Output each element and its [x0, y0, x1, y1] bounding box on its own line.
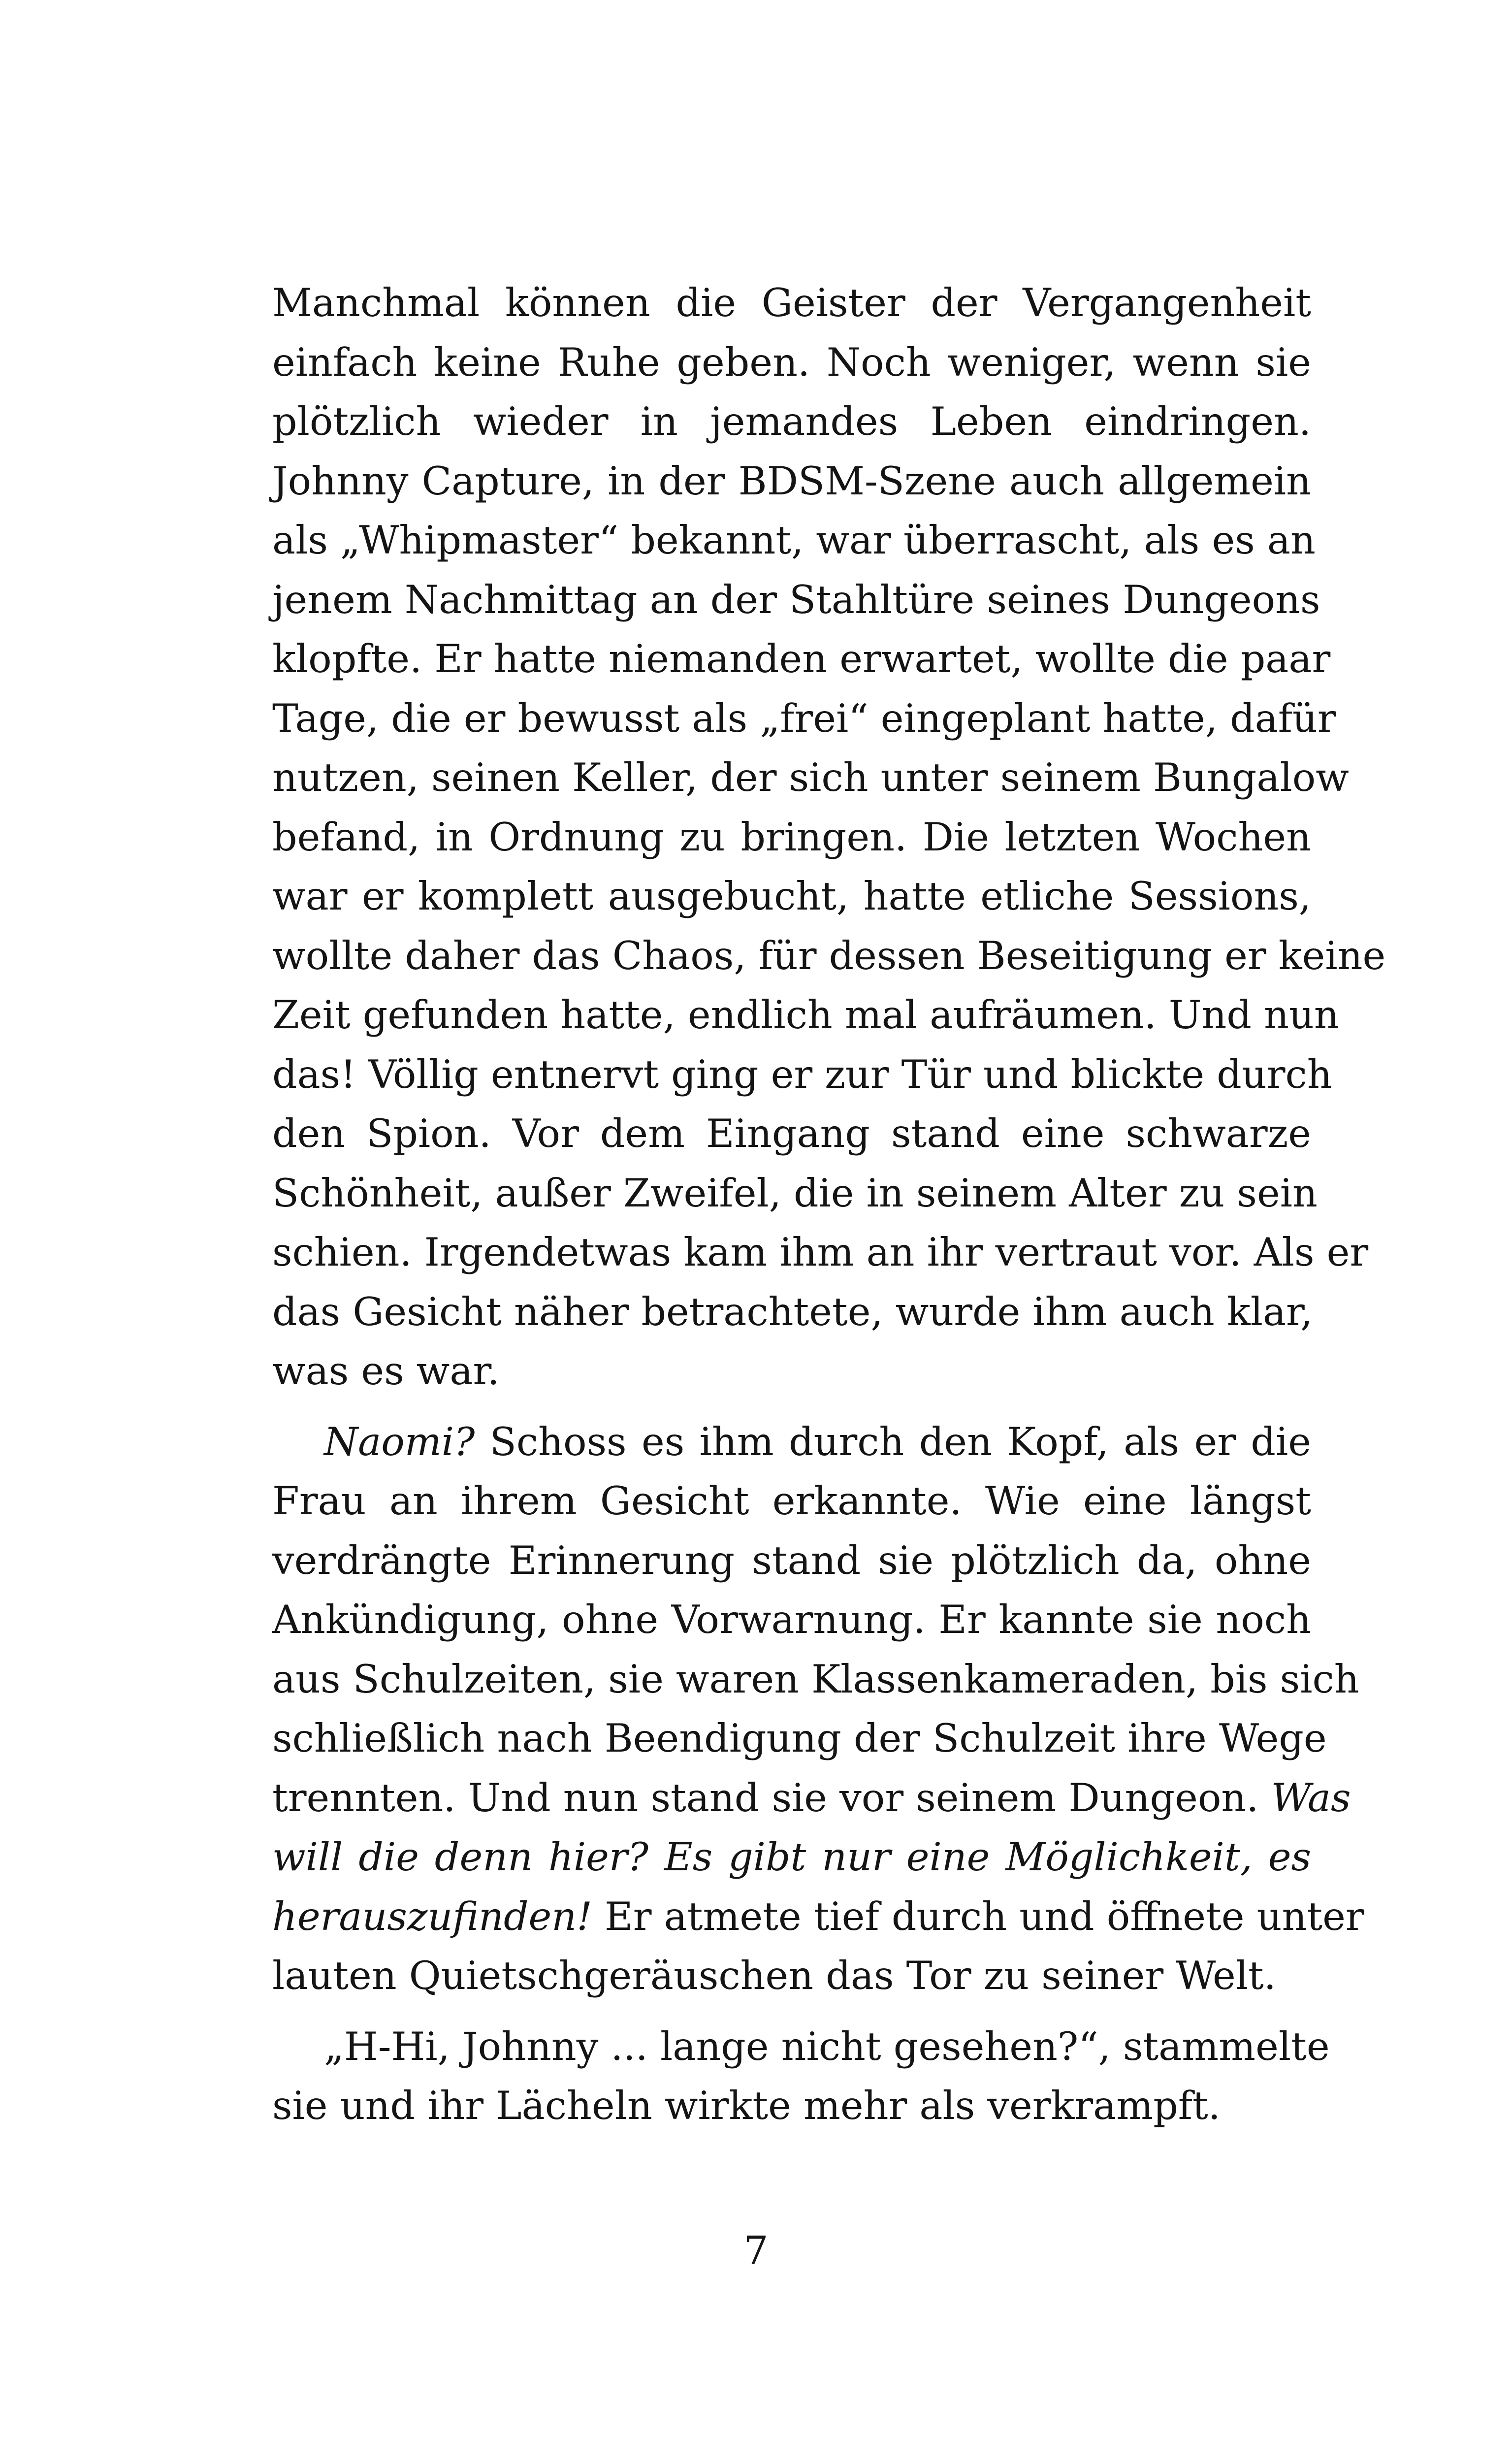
text-line — [272, 2076, 1311, 2136]
text-line — [272, 511, 1316, 570]
text-segment: den Spion. Vor dem Eingang stand eine schwarze — [272, 1111, 1311, 1156]
paragraph — [272, 2017, 1330, 2136]
text-line — [272, 1946, 1311, 2006]
text-line — [272, 1887, 1364, 1947]
text-line — [272, 452, 1311, 511]
text-line — [272, 808, 1311, 867]
text-segment: Zeit gefunden hatte, endlich mal aufräumen. Und nun — [272, 992, 1339, 1038]
text-segment: sie und ihr Lächeln wirkte mehr als verkrampft. — [272, 2083, 1221, 2128]
text-line — [272, 926, 1386, 986]
text-line — [272, 1709, 1327, 1768]
italic-text: herauszufinden! — [272, 1893, 592, 1939]
text-line — [272, 1471, 1311, 1531]
text-line — [272, 333, 1311, 392]
text-segment: Tage, die er bewusst als „frei“ eingeplant hatte, dafür — [272, 695, 1336, 741]
text-line — [272, 629, 1331, 689]
text-line — [272, 1104, 1311, 1164]
text-segment: aus Schulzeiten, sie waren Klassenkameraden, bis sich — [272, 1656, 1359, 1702]
text-segment: was es war. — [272, 1348, 500, 1394]
text-line — [272, 1531, 1311, 1591]
text-segment: Er atmete tief durch und öffnete unter — [592, 1893, 1364, 1939]
text-line — [272, 1045, 1332, 1105]
italic-text: Naomi? — [324, 1419, 475, 1465]
text-segment: das! Völlig entnervt ging er zur Tür und blickte durch — [272, 1051, 1332, 1097]
text-line — [272, 1590, 1311, 1650]
text-line — [272, 1650, 1359, 1709]
text-segment: als „Whipmaster“ bekannt, war überrascht, als es an — [272, 518, 1316, 563]
text-line — [272, 392, 1311, 452]
text-line — [272, 1341, 1311, 1401]
text-segment: schien. Irgendetwas kam ihm an ihr vertraut vor. Als er — [272, 1230, 1369, 1275]
text-line — [272, 867, 1311, 926]
text-segment: klopfte. Er hatte niemanden erwartet, wollte die paar — [272, 636, 1331, 682]
text-segment: das Gesicht näher betrachtete, wurde ihm auch klar, — [272, 1289, 1313, 1335]
text-segment: war er komplett ausgebucht, hatte etliche Sessions, — [272, 874, 1311, 919]
text-segment: trennten. Und nun stand sie vor seinem Dungeon. — [272, 1775, 1271, 1821]
italic-text: will die denn hier? Es gibt nur eine Möglichkeit, es — [272, 1834, 1311, 1880]
page-number: 7 — [743, 2228, 769, 2273]
text-segment: jenem Nachmittag an der Stahltüre seines Dungeons — [272, 577, 1320, 622]
text-segment: nutzen, seinen Keller, der sich unter seinem Bungalow — [272, 755, 1349, 800]
text-line — [272, 1768, 1351, 1828]
text-segment: plötzlich wieder in jemandes Leben eindringen. — [272, 399, 1311, 444]
text-segment: einfach keine Ruhe geben. Noch weniger, wenn sie — [272, 339, 1311, 385]
text-line — [272, 2017, 1330, 2077]
text-line — [272, 1223, 1369, 1282]
text-segment: wollte daher das Chaos, für dessen Beseitigung er keine — [272, 933, 1386, 978]
text-line — [272, 985, 1339, 1045]
paragraph — [272, 1412, 1364, 2006]
text-segment: Schönheit, außer Zweifel, die in seinem Alter zu sein — [272, 1170, 1318, 1216]
text-line — [272, 1412, 1311, 1472]
text-segment: Manchmal können die Geister der Vergangenheit — [272, 280, 1311, 326]
text-segment: Frau an ihrem Gesicht erkannte. Wie eine längst — [272, 1478, 1311, 1524]
text-segment: „H-Hi, Johnny ... lange nicht gesehen?“, stammelte — [324, 2023, 1330, 2069]
text-segment: befand, in Ordnung zu bringen. Die letzten Wochen — [272, 814, 1311, 860]
text-line — [272, 273, 1311, 333]
text-line — [272, 689, 1336, 749]
text-line — [272, 1164, 1318, 1223]
text-segment: Schoss es ihm durch den Kopf, als er die — [475, 1419, 1311, 1465]
body-text — [272, 273, 1386, 2136]
text-line — [272, 1282, 1311, 1342]
paragraph — [272, 273, 1386, 1401]
text-line — [272, 570, 1320, 630]
text-segment: schließlich nach Beendigung der Schulzeit ihre Wege — [272, 1716, 1327, 1761]
text-segment: verdrängte Erinnerung stand sie plötzlich da, ohne — [272, 1537, 1311, 1583]
text-segment: lauten Quietschgeräuschen das Tor zu seiner Welt. — [272, 1953, 1276, 1998]
text-line — [272, 748, 1349, 808]
text-segment: Ankündigung, ohne Vorwarnung. Er kannte sie noch — [272, 1597, 1311, 1642]
italic-text: Was — [1271, 1775, 1351, 1821]
text-segment: Johnny Capture, in der BDSM-Szene auch allgemein — [272, 458, 1311, 504]
text-line — [272, 1827, 1311, 1887]
